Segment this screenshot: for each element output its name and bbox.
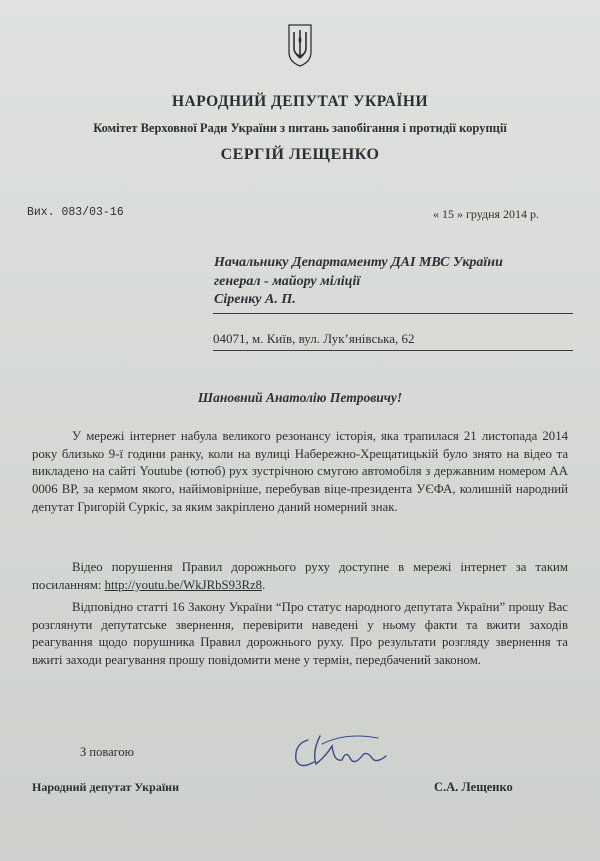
handwritten-signature-icon [286, 722, 396, 778]
deputy-name-heading: СЕРГІЙ ЛЕЩЕНКО [220, 146, 380, 163]
video-link[interactable]: http://youtu.be/WkJRbS93Rz8 [104, 577, 263, 592]
paragraph-3-text: Відповідно статті 16 Закону України “Про статус народного депутата України” прошу Вас розглянути депутатське звернення, перевірити наведені у ньому факти та вжити заходів реагування щодо порушника Правил дорожнього руху. Про результати розгляду звернення та вжиті заходи реагування прошу повідомити мене у термін, передбачений законом. [32, 600, 568, 668]
paragraph-2 [32, 559, 568, 594]
paragraph-2-text: Відео порушення Правил дорожнього руху доступне в мережі інтернет за таким посиланням: [32, 560, 568, 592]
addressee-line-1: Начальнику Департаменту ДАІ МВС України [214, 255, 503, 270]
committee-heading: Комітет Верховної Ради України з питань запобігання і протидії корупції [93, 121, 507, 135]
deputy-title-heading: НАРОДНИЙ ДЕПУТАТ УКРАЇНИ [171, 93, 429, 110]
addressee-address: 04071, м. Київ, вул. Лук’янівська, 62 [213, 331, 415, 346]
paragraph-2-end: . [262, 577, 266, 592]
signer-name: С.А. Лещенко [434, 780, 513, 794]
addressee-line-2: генерал - майору міліції [214, 274, 361, 289]
trident-emblem-icon [286, 22, 314, 68]
paragraph-3 [32, 599, 568, 670]
paragraph-1-text: У мережі інтернет набула великого резонансу історія, яка трапилася 21 листопада 2014 року близько 9-ї години ранку, коли на вулиці Набережно-Хрещатицькій було знято на відео та викладено на сайті Youtube (ютюб) рух зустрічною смугою автомобіля з державним номером АА 0006 ВР, за кермом якого, найімовірніше, перебував віце-президента УЄФА, колишній народний депутат Григорій Суркіс, за яким закріплено даний номерний знак. [32, 429, 568, 514]
address-rule-top [213, 313, 573, 314]
letter-date: « 15 » грудня 2014 р. [433, 207, 540, 221]
closing-regards: З повагою [80, 745, 135, 759]
paragraph-1 [32, 428, 568, 517]
addressee-line-3: Сіренку А. П. [214, 292, 296, 307]
salutation: Шановний Анатолію Петровичу! [197, 390, 403, 405]
address-rule-bottom [213, 350, 573, 351]
signer-title: Народний депутат України [32, 780, 179, 794]
outgoing-number: Вих. 083/03-16 [27, 206, 124, 219]
